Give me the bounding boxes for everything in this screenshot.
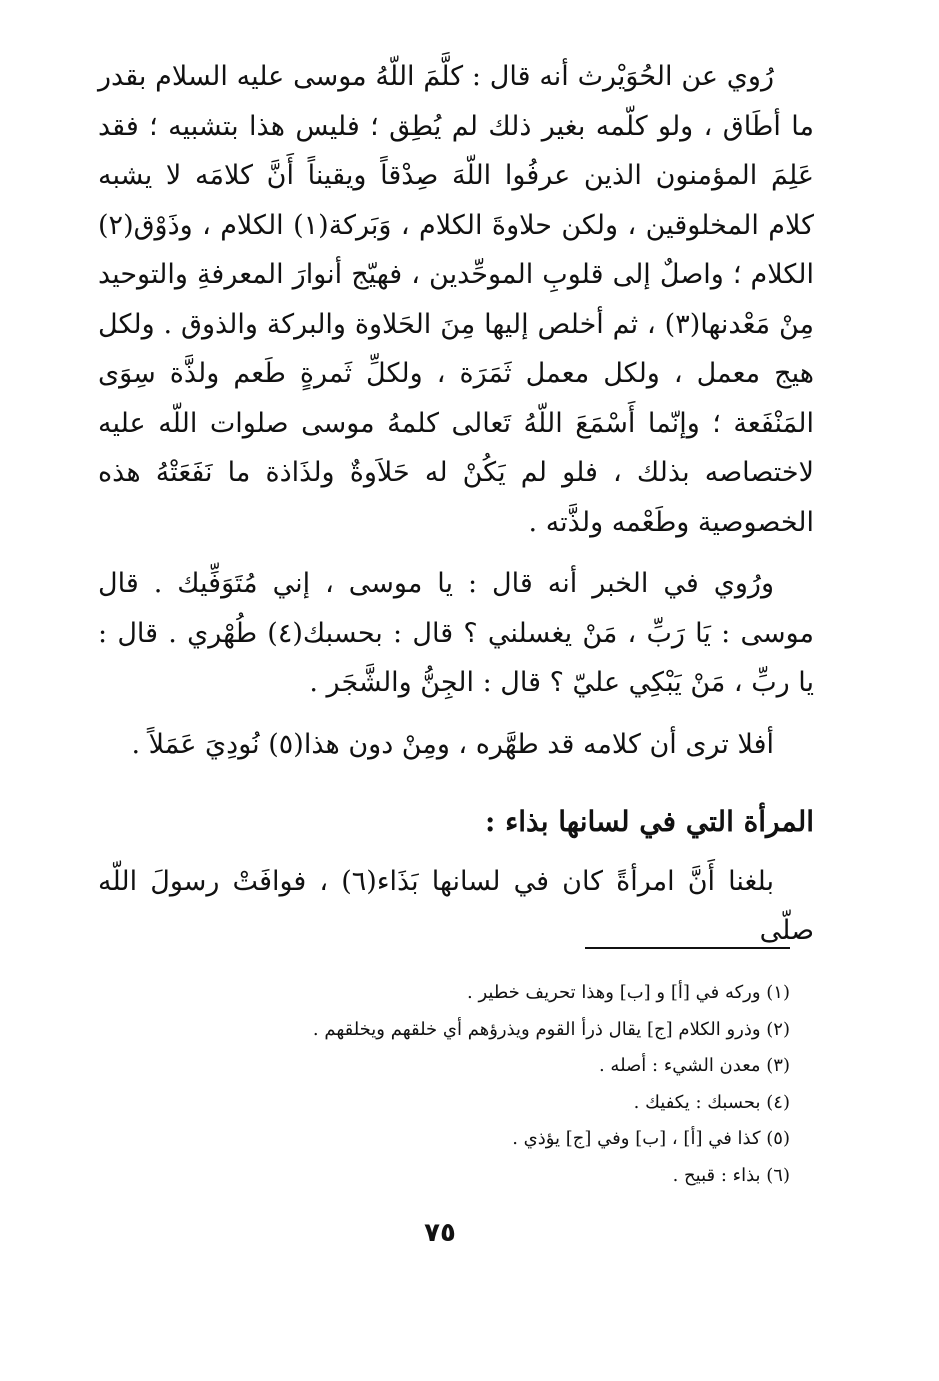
- footnote-2: (٢) وذرو الكلام [ج] يقال ذرأ القوم ويذرؤهم أي خلقهم ويخلقهم .: [312, 1018, 790, 1040]
- paragraph-purified: أفلا ترى أن كلامه قد طهَّره ، ومِنْ دون هذا(٥) نُودِيَ عَمَلاً .: [131, 728, 774, 760]
- footnotes: [200, 975, 790, 1194]
- main-text: [98, 52, 814, 956]
- paragraph-moses-dialogue: ورُوي في الخبر أنه قال : يا موسى ، إني مُتَوَفِّيك . قال موسى : يَا رَبِّ ، مَنْ يغسلني ؟ قال : بحسبك(٤) طُهْري . قال : يا ربِّ ، مَنْ يَبْكِي عليّ ؟ قال : الجِنُّ والشَّجَر .: [98, 568, 814, 698]
- footnote-divider: [585, 947, 790, 949]
- footnote-6: (٦) بذاء : قبيح .: [672, 1164, 790, 1186]
- page-number: ٧٥: [424, 1218, 456, 1248]
- footnote-4: (٤) بحسبك : يكفيك .: [633, 1091, 790, 1113]
- footnote-3: (٣) معدن الشيء : أصله .: [598, 1055, 790, 1076]
- footnote-5: (٥) كذا في [أ] ، [ب] وفي [ج] يؤذي .: [512, 1128, 790, 1149]
- footnote-1: (١) وركه في [أ] و [ب] وهذا تحريف خطير .: [467, 982, 790, 1003]
- section-heading: المرأة التي في لسانها بذاء :: [485, 805, 814, 838]
- paragraph-woman: بلغنا أَنَّ امرأةً كان في لسانها بَذَاء(٦) ، فوافَتْ رسولَ اللّه صلّى: [98, 865, 814, 946]
- paragraph-huwayrith: رُوي عن الحُوَيْرث أنه قال : كلَّمَ اللّهُ موسى عليه السلام بقدر ما أطَاق ، ولو كلّمه بغير ذلك لم يُطِق ؛ فليس هذا بتشبيه ؛ فقد عَلِمَ المؤمنون الذين عرفُوا اللّهَ صِدْقاً ويقيناً أَنَّ كلامَه لا يشبه كلام المخلوقين ، ولكن حلاوةَ الكلام ، وَبَركة(١) الكلام ، وذَوْق(٢) الكلام ؛ واصلٌ إلى قلوبِ الموحِّدين ، فهيّج أنوارَ المعرفةِ والتوحيد مِنْ مَعْدنها(٣) ، ثم أخلص إليها مِنَ الحَلاوة والبركة والذوق . ولكل هيج معمل ، ولكل معمل ثَمَرَة ، ولكلِّ ثَمرةٍ طَعم ولذَّة سِوَى المَنْفَعة ؛ وإنّما أَسْمَعَ اللّهُ تَعالى كلمهُ موسى صلوات اللّه عليه لاختصاصه بذلك ، فلو لم يَكُنْ له حَلاَوةٌ ولذَاذة ما نَفَعَتْهُ هذه الخصوصية وطَعْمه ولذَّته .: [98, 61, 814, 538]
